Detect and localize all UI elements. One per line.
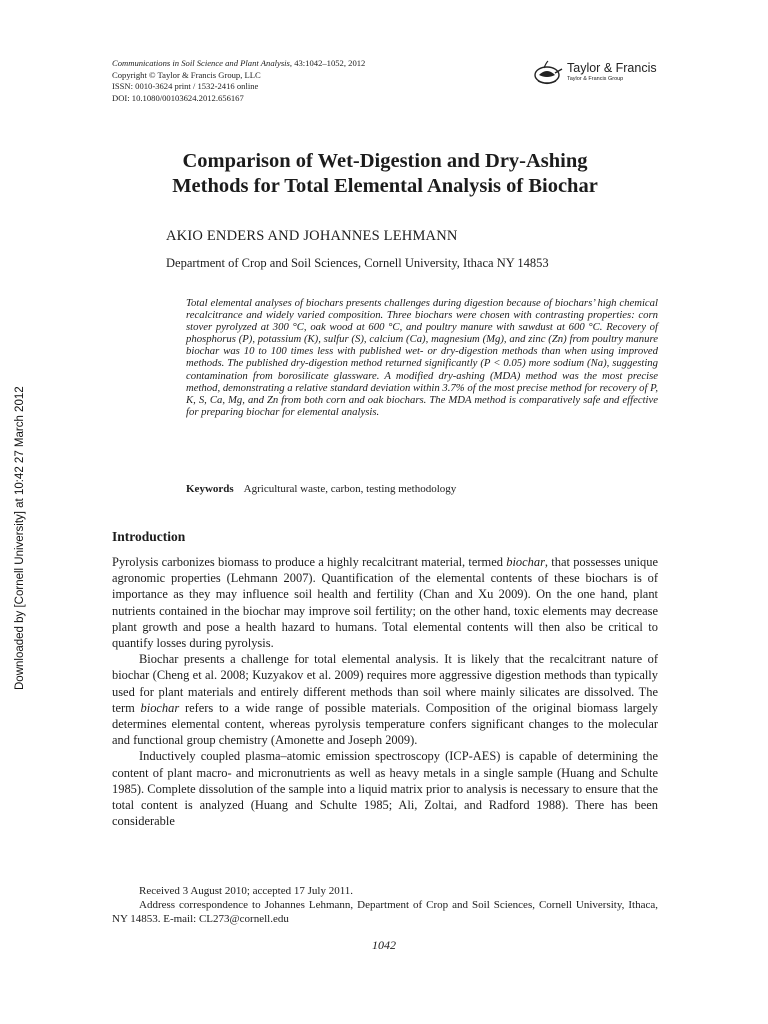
abstract: Total elemental analyses of biochars presents challenges during digestion because of biochars’ high chemical recalcitrance and widely varied composition. Three biochars were chosen with contrasting properties: corn stover pyrolyzed at 300 °C, oak wood at 600 °C, and poultry manure with sawdust at 600 °C. Recovery of phosphorus (P), potassium (K), sulfur (S), calcium (Ca), magnesium (Mg), and zinc (Zn) from poultry manure biochar was 10 to 100 times less with published wet- or dry-digestion methods than when using improved methods. The published dry-digestion method returned significantly (P < 0.05) more sodium (Na), suggesting contamination from borosilicate glassware. A modified dry-ashing (MDA) method was the most precise method, demonstrating a relative standard deviation within 3.7% of the most precise method for recovery of P, K, S, Ca, Mg, and Zn from both corn and oak biochars. The MDA method is comparatively safe and effective for preparing biochar for elemental analysis. xyxy=(186,297,658,418)
copyright-line: Copyright © Taylor & Francis Group, LLC xyxy=(112,69,261,80)
title-line-2: Methods for Total Elemental Analysis of Biochar xyxy=(172,175,598,197)
paragraph-1-start: Pyrolysis carbonizes biomass to produce a highly recalcitrant material, termed xyxy=(112,555,507,569)
page-number: 1042 xyxy=(372,938,396,952)
paragraph-2-start: Biochar presents a challenge for total elemental analysis. It is likely that the recalcitrant nature of biochar (Cheng et al. 2008; Kuzyakov et al. 2009) requires more aggressive digestion methods than typically used for plant materials and entirely different methods than soil where mainly silicates are dissolved. The term xyxy=(112,652,658,715)
journal-line xyxy=(112,58,512,70)
article-title xyxy=(100,149,670,199)
doi-line[interactable]: DOI: 10.1080/00103624.2012.656167 xyxy=(112,92,244,103)
download-watermark: Downloaded by [Cornell University] at 10:42 27 March 2012 xyxy=(14,386,26,690)
paragraph-2-rest: refers to a wide range of possible materials. Composition of the original biomass largely determines elemental content, whereas pyrolysis temperature confers significant changes to the molecular and functional group chemistry (Amonette and Joseph 2009). xyxy=(112,700,658,748)
paragraph-1-emphasis: biochar xyxy=(506,555,545,569)
publisher-group: Taylor & Francis Group xyxy=(567,76,624,82)
lamp-icon xyxy=(533,60,563,86)
journal-citation xyxy=(112,58,512,104)
issn-line: ISSN: 0010-3624 print / 1532-2416 online xyxy=(112,81,259,92)
volume-pages: , 43:1042–1052, 2012 xyxy=(289,58,366,68)
publisher-name: Taylor & Francis xyxy=(567,61,657,75)
keywords xyxy=(186,483,456,495)
footnotes xyxy=(112,884,658,927)
keywords-text: Agricultural waste, carbon, testing methodology xyxy=(243,483,457,495)
affiliation: Department of Crop and Soil Sciences, Cornell University, Ithaca NY 14853 xyxy=(166,256,549,270)
authors: AKIO ENDERS AND JOHANNES LEHMANN xyxy=(166,228,458,244)
section-heading: Introduction xyxy=(112,529,186,544)
body-text xyxy=(112,554,658,829)
paragraph-3: Inductively coupled plasma–atomic emission spectroscopy (ICP-AES) is capable of determining the content of plant macro- and micronutrients as well as heavy metals in a single sample (Huang and Schulte 1985). Complete dissolution of the sample into a liquid matrix prior to analysis is necessary to ensure that the total content is analyzed (Huang and Schulte 1985; Ali, Zoltai, and Radford 1988). There has been considerable xyxy=(112,749,658,829)
paragraph-2-emphasis: biochar xyxy=(140,700,180,715)
publisher-logo xyxy=(533,58,663,92)
paragraph-1 xyxy=(112,554,658,651)
received-note: Received 3 August 2010; accepted 17 July 2011. xyxy=(139,885,354,897)
title-line-1: Comparison of Wet-Digestion and Dry-Ashing xyxy=(182,150,588,172)
journal-name: Communications in Soil Science and Plant Analysis xyxy=(112,58,290,68)
correspondence-note: Address correspondence to Johannes Lehmann, Department of Crop and Soil Sciences, Cornell University, Ithaca, NY 14853. E-mail: CL273@cornell.edu xyxy=(112,899,658,926)
paragraph-1-rest: , that possesses unique agronomic properties (Lehmann 2007). Quantification of the elemental contents of these biochars is of importance as they may influence soil health and fertility (Chan and Xu 2009). On the one hand, plant nutrients contained in the biochar may improve soil fertility; on the other hand, toxic elements may decrease plant growth and pose a health hazard to humans. Total elemental contents will then also be critical to quantify losses during pyrolysis. xyxy=(112,555,658,651)
keywords-label: Keywords xyxy=(186,483,234,495)
paragraph-2 xyxy=(112,651,658,748)
